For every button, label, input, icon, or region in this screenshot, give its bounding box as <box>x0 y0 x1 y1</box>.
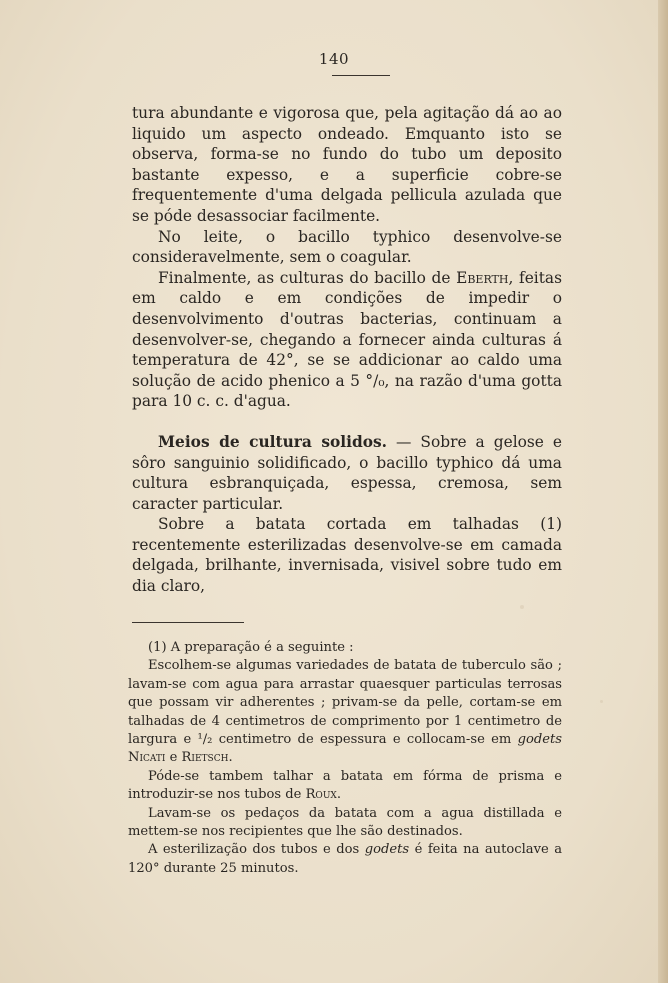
paragraph: tura abundante e vigorosa que, pela agitação dá ao ao liquido um aspecto ondeado. Emquanto isto se observa, forma-se no fundo do tubo um deposito bastante expesso, e a superficie cobre-se frequentemente d'uma delgada pellicula azulada que se póde desassociar facilmente. <box>132 104 562 225</box>
footnotes <box>128 639 562 878</box>
page-number: 140 <box>318 50 350 68</box>
italic-term: godets <box>517 732 562 748</box>
footnote-line: Lavam-se os pedaços da batata com a agua distillada e mettem-se nos recipientes que lhe são destinados. <box>128 805 562 840</box>
footnote-text: . <box>228 750 233 766</box>
page-edge <box>658 0 668 983</box>
footnote-text: é feita na autoclave a 120° durante 25 minutos. <box>128 842 562 876</box>
footnote-text: Escolhem-se algumas variedades de batata de tuberculo são ; lavam-se com agua para arrastar quaesquer particulas terrosas que possam vir adherentes ; privam-se da pelle, cortam-se em talhadas de 4 centimetros de comprimento por 1 centimetro de largura e ¹/₂ centimetro de espessura e collocam-se em <box>128 658 562 748</box>
paper-stain <box>600 700 603 703</box>
paragraph <box>132 432 562 514</box>
footnote-line: (1) A preparação é a seguinte : <box>148 640 354 655</box>
footnote-line <box>128 768 562 805</box>
section-heading: Meios de cultura solidos. <box>158 432 388 451</box>
main-text <box>132 103 562 597</box>
paragraph: No leite, o bacillo typhico desenvolve-se consideravelmente, sem o coagular. <box>132 227 562 267</box>
header-rule <box>332 75 390 76</box>
paper-stain <box>520 605 524 609</box>
author-name: Eberth <box>456 268 509 287</box>
footnote-line <box>128 657 562 767</box>
footnote-text: A esterilização dos tubos e dos <box>148 842 365 858</box>
author-name: Nicati <box>128 750 166 766</box>
footnote-text: Póde-se tambem talhar a batata em fórma de prisma e introduzir-se nos tubos de <box>128 768 562 803</box>
footnote-text: . <box>336 787 341 803</box>
author-name: Rietsch <box>181 750 229 766</box>
author-name: Roux <box>305 787 337 803</box>
paragraph: Sobre a batata cortada em talhadas (1) recentemente esterilizadas desenvolve-se em camada delgada, brilhante, invernisada, visivel sobre tudo em dia claro, <box>132 515 562 596</box>
footnote-line <box>128 841 562 878</box>
footnote-rule <box>132 622 244 623</box>
paragraph-text: , feitas em caldo e em condições de impedir o desenvolvimento d'outras bacterias, continuam a desenvolver-se, chegando a fornecer ainda culturas á temperatura de 42°, se se addicionar ao caldo uma solução de acido phenico a 5 °/₀, na razão d'uma gotta para 10 c. c. d'agua. <box>132 268 562 411</box>
paragraph <box>132 268 562 412</box>
paragraph-text: — Sobre a gelose e sôro sanguinio solidificado, o bacillo typhico dá uma cultura esbranquiçada, espessa, cremosa, sem caracter particular. <box>132 432 562 513</box>
section-gap <box>132 412 562 432</box>
footnote-text: e <box>165 750 182 766</box>
italic-term: godets <box>364 842 410 858</box>
paragraph-text: Finalmente, as culturas do bacillo de <box>158 268 457 287</box>
